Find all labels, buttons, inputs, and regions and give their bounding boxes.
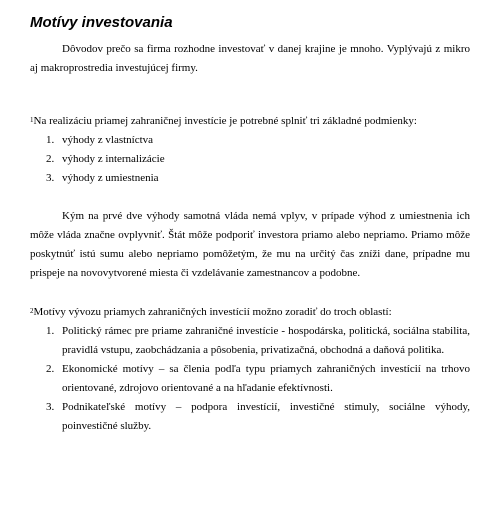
section2-heading-text: Motívy vývozu priamych zahraničných investícií možno zoradiť do troch oblastí: (33, 306, 392, 318)
list-item-number: 1. (46, 134, 55, 146)
list-item-number: 1. (46, 325, 55, 337)
government-paragraph: Kým na prvé dve výhody samotná vláda nemá vplyv, v prípade výhod z umiestnenia ich môže vláda značne ovplyvniť. Štát môže podporiť investora priamo alebo nepriamo. Priamo môže poskytnúť istú sumu alebo nepriamo pomôžetým, že mu na určitý čas zníži dane, prípadne mu prispeje na novovytvorené miesta či vzdelávanie zamestnancov a podobne. (30, 210, 470, 279)
list-item-number: 2. (46, 153, 55, 165)
list-item-text: Podnikateľské motívy – podpora investícií, investičné stimuly, sociálne výhody, poinvestičné služby. (62, 401, 470, 432)
list-item (30, 322, 470, 360)
list-item-number: 3. (46, 401, 55, 413)
list-item (30, 360, 470, 398)
list-item (30, 398, 470, 436)
section1-heading (30, 112, 470, 131)
list-item-number: 3. (46, 172, 55, 184)
page-title: Motívy investovania (30, 14, 173, 31)
conditions-list (30, 131, 470, 188)
list-item-text: výhody z umiestnenia (62, 172, 159, 184)
list-item (30, 169, 470, 188)
footnote-mark-1: 1 (30, 116, 34, 124)
list-item (30, 131, 470, 150)
list-item-text: výhody z internalizácie (62, 153, 165, 165)
list-item-text: Politický rámec pre priame zahraničné investície - hospodárska, politická, sociálna stabilita, pravidlá vstupu, zaobchádzania a pôsobenia, privatizačná, obchodná a daňová politika. (62, 325, 470, 356)
motives-list (30, 322, 470, 436)
list-item-number: 2. (46, 363, 55, 375)
section2-heading (30, 303, 470, 322)
list-item (30, 150, 470, 169)
section1-heading-text: Na realizáciu priamej zahraničnej investície je potrebné splniť tri základné podmienky: (33, 115, 417, 127)
footnote-mark-2: 2 (30, 307, 34, 315)
list-item-text: výhody z vlastníctva (62, 134, 154, 146)
list-item-text: Ekonomické motívy – sa členia podľa typu priamych zahraničných investícií na trhovo orientované, zdrojovo orientované a na hľadanie efektívnosti. (62, 363, 470, 394)
intro-paragraph: Dôvodov prečo sa firma rozhodne investovať v danej krajine je mnoho. Vyplývajú z mikro aj makroprostredia investujúcej firmy. (30, 43, 470, 74)
